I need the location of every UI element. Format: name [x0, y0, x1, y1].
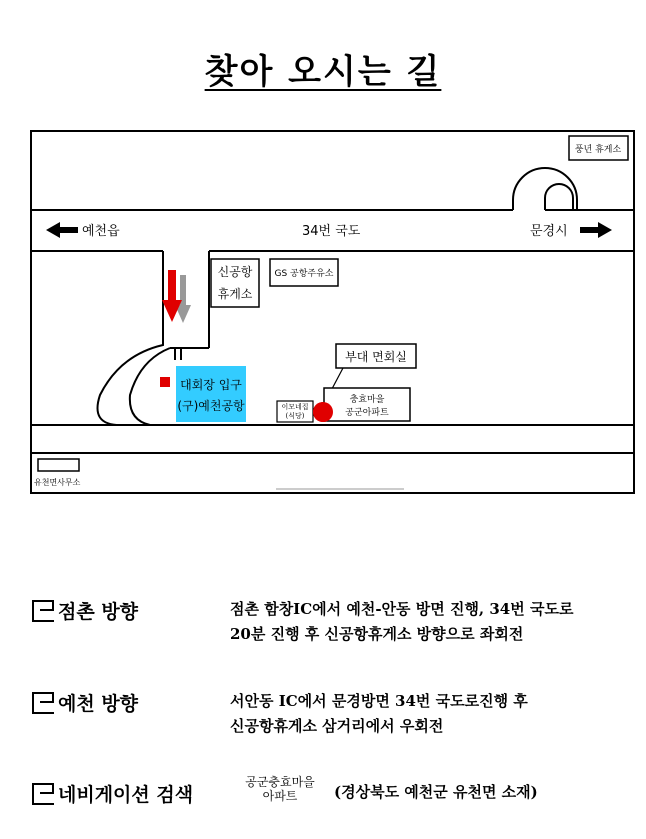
label-chunghyo-1: 충효마을: [349, 395, 385, 405]
label-visit-room: 부대 면회실: [345, 350, 407, 364]
checkbox-bracket-icon: [32, 692, 54, 714]
gate-posts: [175, 348, 181, 360]
right-arrow-icon: [580, 222, 612, 238]
checkbox-bracket-icon: [32, 600, 54, 622]
map-frame: [31, 131, 634, 493]
section-heading-navigation: 네비게이션 검색: [32, 780, 193, 807]
page-title: 찾아 오시는 길: [204, 52, 442, 92]
label-mungyeong: 문경시: [530, 224, 568, 239]
label-new-airport-rest-2: 휴게소: [217, 287, 253, 301]
checkbox-bracket-icon: [32, 783, 54, 805]
section-heading-yecheon: 예천 방향: [32, 689, 138, 716]
section-text-jeomchon: 점촌 함창IC에서 예천-안동 방면 진행, 34번 국도로 20분 진행 후 신공항휴게소 방향으로 좌회전: [230, 600, 574, 643]
label-chunghyo-2: 공군아파트: [345, 408, 389, 418]
label-yecheoneup: 예천읍: [82, 224, 120, 239]
yucheon-office-box: [38, 459, 79, 471]
left-arrow-icon: [46, 222, 78, 238]
label-yucheon-office: 유천면사무소: [34, 478, 81, 487]
label-new-airport-rest-1: 신공항: [217, 265, 253, 279]
venue-entrance-box: [176, 366, 246, 422]
u-turn-inner: [545, 184, 573, 210]
red-arrow-icon: [162, 270, 182, 322]
label-restaurant-2: (식당): [285, 412, 305, 420]
venue-marker-icon: [160, 377, 170, 387]
label-restaurant-1: 이모네집: [281, 403, 309, 411]
label-road-34: 34번 국도: [302, 224, 361, 239]
nav-address: (경상북도 예천군 유천면 소재): [334, 783, 538, 801]
label-gs-station: GS 공항주유소: [274, 269, 334, 279]
section-text-yecheon: 서안동 IC에서 문경방면 34번 국도로진행 후 신공항휴게소 삼거리에서 우회전: [230, 692, 528, 735]
section-heading-jeomchon: 점촌 방향: [32, 597, 138, 624]
label-pungnyeon-rest: 풍년 휴게소: [574, 145, 622, 155]
gray-arrow-icon: [175, 275, 191, 323]
label-venue-entrance-2: (구)예천공항: [177, 399, 245, 413]
nav-search-term: 공군충효마을 아파트: [245, 775, 315, 803]
label-venue-entrance-1: 대회장 입구: [180, 378, 242, 392]
